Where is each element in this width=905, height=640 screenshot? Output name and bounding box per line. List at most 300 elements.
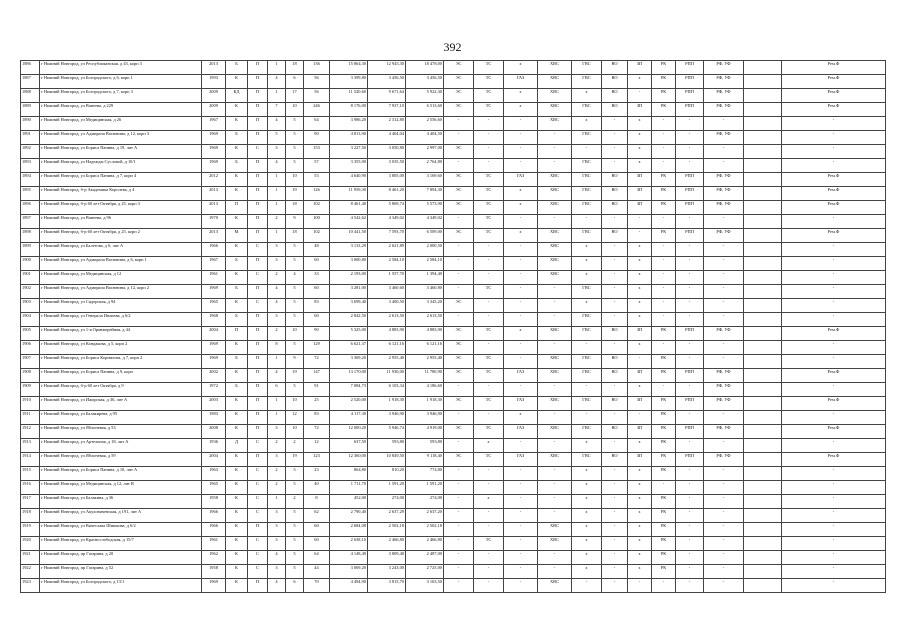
table-cell: 4	[268, 579, 286, 593]
table-cell: -	[602, 131, 628, 145]
table-cell: -	[504, 509, 538, 523]
table-row	[21, 551, 886, 565]
table-cell: 1	[268, 61, 286, 75]
table-cell: х	[572, 243, 602, 257]
table-cell: К	[226, 523, 248, 537]
address-cell: г Нижний Новгород, ул Богородского, д 6, корп 1	[40, 75, 202, 89]
table-cell: 2 638,10	[330, 537, 368, 551]
table-cell: 2 955,40	[368, 355, 406, 369]
table-cell: Рем.Ф	[782, 89, 886, 103]
table-cell: 1904	[21, 313, 40, 327]
table-cell: П	[248, 187, 268, 201]
table-cell: 19	[286, 369, 304, 383]
table-cell: РПП	[676, 89, 704, 103]
table-cell: ЗП	[628, 187, 652, 201]
table-cell	[744, 579, 782, 593]
table-cell: 1900	[21, 257, 40, 271]
table-cell: 5	[286, 117, 304, 131]
table-cell: ЗП	[628, 327, 652, 341]
table-cell: -	[538, 383, 572, 397]
table-cell: 60	[304, 257, 330, 271]
table-cell: 6	[286, 579, 304, 593]
table-cell: 8 461,20	[368, 187, 406, 201]
table-cell: -	[474, 159, 504, 173]
table-cell: 6 509,00	[406, 229, 444, 243]
table-cell: ГВС	[572, 103, 602, 117]
table-cell: х	[628, 383, 652, 397]
address-cell: г Нижний Новгород, ул Бориса Панина, д 19, лит А	[40, 145, 202, 159]
table-cell: -	[676, 313, 704, 327]
table-cell: ГВС	[572, 187, 602, 201]
table-cell: РК	[652, 201, 676, 215]
table-cell: 452,00	[330, 495, 368, 509]
table-cell	[744, 453, 782, 467]
table-cell: РПП	[676, 229, 704, 243]
table-cell: 91	[304, 383, 330, 397]
table-cell: П	[248, 355, 268, 369]
address-cell: г Нижний Новгород, ул 1-я Оранжерейная, д 44	[40, 327, 202, 341]
table-row	[21, 495, 886, 509]
table-cell: 5	[286, 551, 304, 565]
table-cell: -	[504, 481, 538, 495]
table-cell	[744, 299, 782, 313]
table-cell: -	[628, 215, 652, 229]
table-cell: х	[572, 551, 602, 565]
table-cell: -	[602, 285, 628, 299]
table-cell: С	[248, 551, 268, 565]
table-cell: х	[504, 327, 538, 341]
table-cell: -	[704, 551, 744, 565]
address-cell: г Нижний Новгород, ул Республиканская, д 43, корп 3	[40, 61, 202, 75]
table-cell: ТС	[474, 453, 504, 467]
table-cell: 18 478,00	[406, 61, 444, 75]
table-cell: -	[602, 243, 628, 257]
table-cell: С	[248, 481, 268, 495]
table-cell: 3	[286, 467, 304, 481]
table-cell: 3 050,80	[368, 145, 406, 159]
table-cell: х	[628, 439, 652, 453]
table-row	[21, 61, 886, 75]
table-cell: 3 400,50	[368, 299, 406, 313]
table-cell: х	[504, 411, 538, 425]
table-cell: Рем.Ф	[782, 173, 886, 187]
table-cell: х	[628, 523, 652, 537]
table-cell	[744, 215, 782, 229]
table-cell: ТС	[474, 173, 504, 187]
table-cell: 2 193,00	[330, 271, 368, 285]
table-cell: 18	[286, 229, 304, 243]
table-cell: -	[538, 341, 572, 355]
table-cell	[744, 369, 782, 383]
table-cell: ХВС	[538, 369, 572, 383]
table-cell	[744, 257, 782, 271]
table-cell: ЭС	[444, 103, 474, 117]
table-cell	[744, 327, 782, 341]
table-cell: ХВС	[538, 229, 572, 243]
table-cell: М	[226, 229, 248, 243]
table-cell: С	[248, 243, 268, 257]
table-cell: ЭС	[444, 327, 474, 341]
table-cell: К	[226, 453, 248, 467]
table-cell: 2013	[202, 61, 226, 75]
table-cell: 5	[286, 159, 304, 173]
table-cell: Д	[226, 439, 248, 453]
table-cell: 3	[268, 425, 286, 439]
table-cell: 2 637,29	[368, 509, 406, 523]
table-cell: 3 133,29	[330, 243, 368, 257]
table-cell: -	[782, 383, 886, 397]
table-cell: ВО	[602, 327, 628, 341]
address-cell: г Нижний Новгород, ул Сядорская, д 94	[40, 299, 202, 313]
table-cell: 2 556,60	[406, 117, 444, 131]
table-cell: 1888	[21, 89, 40, 103]
table-cell: -	[602, 495, 628, 509]
table-cell: х	[572, 439, 602, 453]
table-cell: С	[248, 271, 268, 285]
table-cell: -	[704, 145, 744, 159]
table-cell: С	[248, 299, 268, 313]
table-cell: -	[676, 565, 704, 579]
table-cell: -	[602, 551, 628, 565]
table-cell: -	[504, 355, 538, 369]
table-cell: П	[248, 75, 268, 89]
table-cell: -	[782, 341, 886, 355]
table-cell: РФ, УФ	[704, 75, 744, 89]
address-cell: г Нижний Новгород, ул Адмирала Васюнина, д 12, корп 2	[40, 285, 202, 299]
table-cell: РК	[652, 425, 676, 439]
table-cell: 1887	[21, 75, 40, 89]
table-cell: 2 613,50	[368, 313, 406, 327]
table-cell: 1920	[21, 537, 40, 551]
table-cell: х	[628, 481, 652, 495]
table-cell: ХВС	[538, 271, 572, 285]
table-cell: 1907	[21, 355, 40, 369]
table-cell: -	[602, 509, 628, 523]
table-cell: 1	[268, 495, 286, 509]
table-cell: ЭС	[444, 173, 474, 187]
table-cell: 2 725,00	[406, 565, 444, 579]
table-cell: 48	[304, 243, 330, 257]
table-cell: -	[474, 383, 504, 397]
table-cell: х	[628, 495, 652, 509]
table-cell: 2 312,80	[368, 117, 406, 131]
table-cell: 13 170,00	[330, 369, 368, 383]
table-cell: ЭС	[444, 453, 474, 467]
table-cell: 5	[286, 523, 304, 537]
table-cell: 5 573,90	[406, 201, 444, 215]
table-cell: -	[782, 313, 886, 327]
table-cell: 60	[304, 313, 330, 327]
table-cell: -	[676, 299, 704, 313]
table-cell: -	[676, 271, 704, 285]
table-cell: 8	[304, 495, 330, 509]
table-cell: К	[226, 103, 248, 117]
table-cell: 1918	[21, 509, 40, 523]
table-cell: 3 399,80	[330, 75, 368, 89]
table-cell: -	[628, 355, 652, 369]
table-cell: 3 809,40	[368, 551, 406, 565]
table-cell: 246	[304, 103, 330, 117]
table-cell: 1965	[202, 481, 226, 495]
table-cell: 2	[268, 439, 286, 453]
table-cell: 2 000,50	[406, 243, 444, 257]
table-cell: 19	[286, 453, 304, 467]
table-cell: -	[504, 341, 538, 355]
table-cell: 3 000,80	[330, 257, 368, 271]
table-cell: х	[474, 495, 504, 509]
table-cell: ВО	[602, 229, 628, 243]
table-cell: -	[602, 579, 628, 593]
table-cell: -	[704, 495, 744, 509]
table-cell: -	[444, 271, 474, 285]
table-row	[21, 75, 886, 89]
table-cell: х	[628, 551, 652, 565]
table-cell: х	[628, 565, 652, 579]
table-cell: 57	[304, 159, 330, 173]
table-cell: 1967	[202, 257, 226, 271]
table-cell: 6 513,60	[406, 103, 444, 117]
table-cell: 10	[286, 103, 304, 117]
table-row	[21, 369, 886, 383]
table-cell: -	[602, 145, 628, 159]
table-cell: х	[504, 103, 538, 117]
table-cell: П	[248, 313, 268, 327]
table-cell: ХВС	[538, 453, 572, 467]
address-cell: г Нижний Новгород, ул Адмирала Васюнина, д 6, корп 1	[40, 257, 202, 271]
table-cell: -	[782, 495, 886, 509]
table-cell: 1902	[21, 285, 40, 299]
table-cell: 1913	[21, 439, 40, 453]
table-cell: ГВС	[572, 75, 602, 89]
table-cell: -	[782, 215, 886, 229]
table-cell: -	[538, 285, 572, 299]
table-cell: ЭС	[444, 397, 474, 411]
table-cell: 1969	[202, 131, 226, 145]
table-cell: 3 035,50	[368, 159, 406, 173]
table-cell: П	[248, 89, 268, 103]
table-row	[21, 131, 886, 145]
table-cell: 8	[268, 341, 286, 355]
table-cell: -	[704, 565, 744, 579]
table-cell: 64	[304, 117, 330, 131]
table-cell: 4 349,02	[368, 215, 406, 229]
table-cell: -	[444, 383, 474, 397]
table-cell: ГВС	[572, 131, 602, 145]
table-cell: 1961	[202, 271, 226, 285]
table-cell: ЭС	[444, 369, 474, 383]
table-row	[21, 327, 886, 341]
table-cell: РК	[652, 495, 676, 509]
table-cell	[744, 425, 782, 439]
table-row	[21, 383, 886, 397]
table-cell: 2	[268, 481, 286, 495]
table-cell: -	[444, 439, 474, 453]
table-cell: ГАЗ	[504, 75, 538, 89]
table-cell: -	[474, 271, 504, 285]
table-cell: 5	[286, 145, 304, 159]
table-cell: П	[248, 257, 268, 271]
table-cell: ХВС	[538, 523, 572, 537]
table-cell: РК	[652, 551, 676, 565]
table-cell: ТС	[474, 201, 504, 215]
table-cell: 3 456,50	[368, 75, 406, 89]
table-cell	[744, 495, 782, 509]
table-cell: Б	[226, 61, 248, 75]
table-cell: -	[572, 579, 602, 593]
table-cell: 1891	[21, 131, 40, 145]
table-cell: Рем.Ф	[782, 425, 886, 439]
table-cell: ГВС	[572, 61, 602, 75]
table-cell: -	[538, 481, 572, 495]
table-cell: 2 502,18	[406, 523, 444, 537]
table-cell: К	[226, 215, 248, 229]
table-cell: К	[226, 467, 248, 481]
table-cell: ВО	[602, 425, 628, 439]
table-cell	[744, 229, 782, 243]
table-cell: 1936	[202, 439, 226, 453]
table-cell: -	[676, 495, 704, 509]
table-cell: -	[704, 411, 744, 425]
address-cell: г Нижний Новгород, пр Гагарина, д 20	[40, 551, 202, 565]
table-cell: С	[248, 537, 268, 551]
table-cell: Рем.Ф	[782, 61, 886, 75]
table-cell: РПП	[676, 173, 704, 187]
table-cell: 100	[304, 215, 330, 229]
table-cell: х	[628, 285, 652, 299]
table-cell: х	[628, 257, 652, 271]
table-cell: К	[226, 271, 248, 285]
table-cell: -	[474, 509, 504, 523]
table-cell: РФ, УФ	[704, 229, 744, 243]
table-cell: 147	[304, 369, 330, 383]
table-cell: ГВС	[572, 327, 602, 341]
table-cell: Б	[226, 355, 248, 369]
table-cell: -	[676, 243, 704, 257]
table-cell: -	[474, 341, 504, 355]
table-cell: -	[474, 467, 504, 481]
table-cell: -	[652, 285, 676, 299]
table-cell: -	[652, 341, 676, 355]
table-cell: -	[602, 313, 628, 327]
table-cell: 2 621,89	[368, 243, 406, 257]
table-cell: ГВС	[572, 369, 602, 383]
table-cell	[744, 467, 782, 481]
table-row	[21, 341, 886, 355]
table-cell: -	[444, 257, 474, 271]
table-cell: -	[676, 131, 704, 145]
table-cell: -	[782, 537, 886, 551]
table-cell: 9	[286, 215, 304, 229]
table-cell: 1916	[21, 481, 40, 495]
table-cell: 1969	[202, 285, 226, 299]
table-row	[21, 439, 886, 453]
table-cell: РК	[652, 523, 676, 537]
table-cell: С	[248, 439, 268, 453]
table-cell: -	[538, 495, 572, 509]
table-cell	[744, 131, 782, 145]
table-cell: 10	[286, 425, 304, 439]
table-cell: 593,80	[368, 439, 406, 453]
table-cell: ГВС	[572, 159, 602, 173]
table-cell: х	[628, 243, 652, 257]
table-cell: РФ, УФ	[704, 425, 744, 439]
table-row	[21, 299, 886, 313]
table-cell: 5	[286, 383, 304, 397]
table-cell: 4 148,49	[330, 551, 368, 565]
table-cell: -	[444, 313, 474, 327]
table-cell: 810,20	[368, 467, 406, 481]
table-cell: ГАЗ	[504, 369, 538, 383]
table-cell: 1966	[202, 523, 226, 537]
table-cell: -	[504, 565, 538, 579]
table-cell: Б	[226, 313, 248, 327]
table-cell: 1965	[202, 299, 226, 313]
table-cell: -	[782, 551, 886, 565]
table-cell: -	[474, 481, 504, 495]
table-row	[21, 509, 886, 523]
table-cell: -	[602, 215, 628, 229]
table-cell: 2003	[202, 397, 226, 411]
table-cell: ЭС	[444, 145, 474, 159]
table-cell: -	[704, 243, 744, 257]
table-cell: 3 369,20	[330, 355, 368, 369]
table-cell: 1911	[21, 411, 40, 425]
table-cell: 2	[268, 327, 286, 341]
table-cell: 1886	[21, 61, 40, 75]
table-cell: 6 103,34	[368, 383, 406, 397]
table-cell: 2 520,00	[330, 397, 368, 411]
table-cell: -	[538, 467, 572, 481]
table-cell: 3 243,00	[368, 565, 406, 579]
table-cell: П	[248, 159, 268, 173]
table-cell: -	[474, 523, 504, 537]
table-cell: -	[504, 159, 538, 173]
table-cell: РК	[652, 509, 676, 523]
table-cell: 9	[286, 355, 304, 369]
table-cell: 5	[286, 537, 304, 551]
table-cell: С	[248, 495, 268, 509]
table-cell: Б	[226, 131, 248, 145]
table-cell: 5 325,00	[330, 327, 368, 341]
table-cell: 1983	[202, 411, 226, 425]
table-cell: -	[538, 439, 572, 453]
table-cell: 4	[268, 299, 286, 313]
table-cell: -	[538, 299, 572, 313]
housing-register-table	[20, 60, 886, 593]
address-cell: г Нижний Новгород, ул Артельная, д 18, лит А	[40, 439, 202, 453]
table-cell: -	[652, 579, 676, 593]
address-cell: г Нижний Новгород, ул Балетова, д 6, лит А	[40, 243, 202, 257]
table-cell: РПП	[676, 103, 704, 117]
table-cell: ГАЗ	[504, 173, 538, 187]
table-cell: ЗП	[628, 103, 652, 117]
table-cell: 3 460,80	[406, 285, 444, 299]
table-cell	[744, 173, 782, 187]
table-cell: 2 502,18	[368, 523, 406, 537]
table-cell: 2002	[202, 369, 226, 383]
table-cell: 18	[286, 61, 304, 75]
address-cell: г Нижний Новгород, ул Медицинская, д 12, лит В	[40, 481, 202, 495]
table-cell: РК	[652, 75, 676, 89]
table-cell: РК	[652, 187, 676, 201]
table-cell: х	[572, 271, 602, 285]
table-row	[21, 187, 886, 201]
table-cell: -	[782, 131, 886, 145]
table-cell: П	[248, 215, 268, 229]
address-cell: г Нижний Новгород, ул Бориса Панина, д 7, корп 4	[40, 173, 202, 187]
table-cell: -	[444, 131, 474, 145]
table-cell: х	[504, 201, 538, 215]
